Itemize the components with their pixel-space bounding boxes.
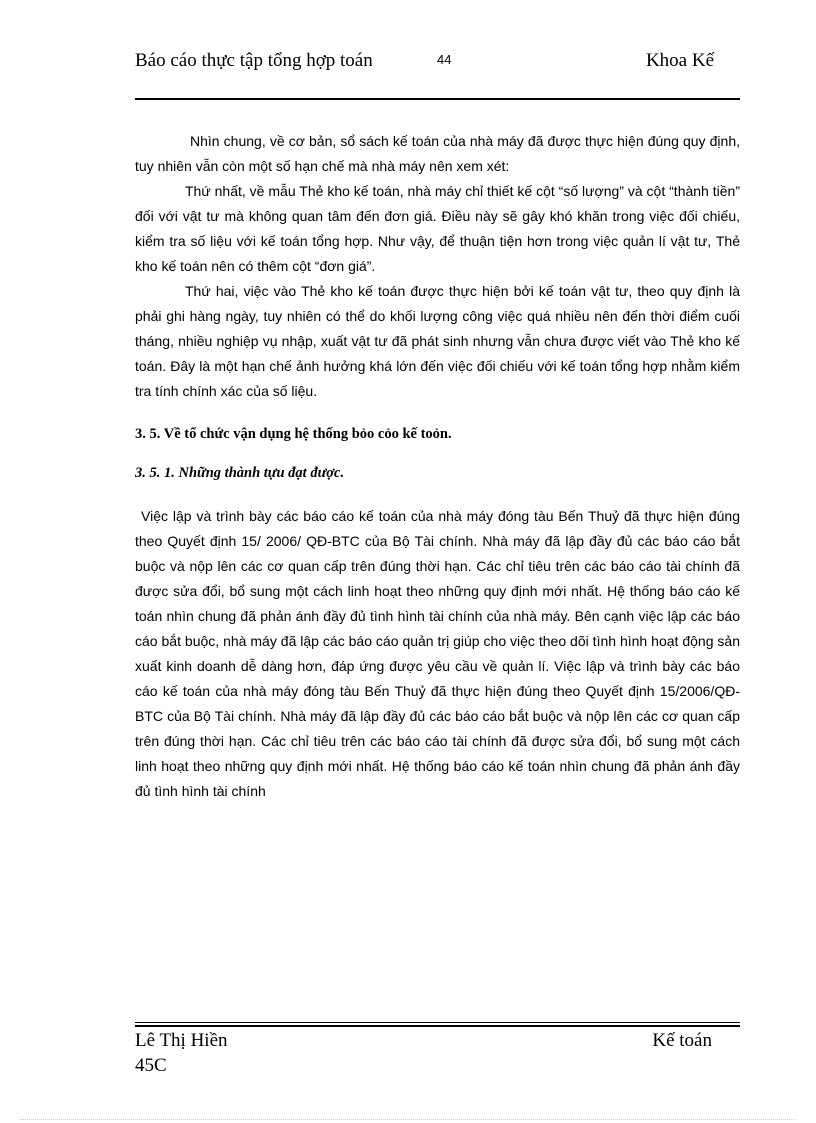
document-body [135, 129, 740, 804]
paragraph-first-issue: Thứ nhất, về mẫu Thẻ kho kế toán, nhà máy chỉ thiết kế cột “số lượng” và cột “thành tiền” đối với vật tư mà không quan tâm đến đơn giá. Điều này sẽ gây khó khăn trong việc đối chiếu, kiểm tra số liệu với kế toán tổng hợp. Như vậy, để thuận tiện hơn trong việc quản lí vật tư, Thẻ kho kế toán nên có thêm cột “đơn giá”. [135, 183, 740, 274]
paragraph-achievements: Việc lập và trình bày các báo cáo kế toán của nhà máy đóng tàu Bến Thuỷ đã thực hiện đúng theo Quyết định 15/ 2006/ QĐ-BTC của Bộ Tài chính. Nhà máy đã lập đầy đủ các báo cáo bắt buộc và nộp lên các cơ quan cấp trên đúng thời hạn. Các chỉ tiêu trên các báo cáo tài chính đã được sửa đổi, bổ sung một cách linh hoạt theo những quy định mới nhất. Hệ thống báo cáo kế toán nhìn chung đã phản ánh đầy đủ tình hình tài chính của nhà máy. Bên cạnh việc lập các báo cáo bắt buộc, nhà máy đã lập các báo cáo quản trị giúp cho việc theo dõi tình hình hoạt động sản xuất kinh doanh dễ dàng hơn, đáp ứng được yêu cầu về quản lí. Việc lập và trình bày các báo cáo kế toán của nhà máy đóng tàu Bến Thuỷ đã thực hiện đúng theo Quyết định 15/2006/QĐ-BTC của Bộ Tài chính. Nhà máy đã lập đầy đủ các báo cáo bắt buộc và nộp lên các cơ quan cấp trên đúng thời hạn. Các chỉ tiêu trên các báo cáo tài chính đã được sửa đổi, bổ sung một cách linh hoạt theo những quy định mới nhất. Hệ thống báo cáo kế toán nhìn chung đã phản ánh đầy đủ tình hình tài chính [135, 508, 740, 799]
paragraph-second-issue: Thứ hai, việc vào Thẻ kho kế toán được thực hiện bởi kế toán vật tư, theo quy định là phải ghi hàng ngày, tuy nhiên có thể do khối lượng công việc quá nhiều nên đến thời điểm cuối tháng, nhiều nghiệp vụ nhập, xuất vật tư đã phát sinh nhưng vẫn chưa được viết vào Thẻ kho kế toán. Đây là một hạn chế ảnh hưởng khá lớn đến việc đối chiếu với kế toán tổng hợp nhằm kiểm tra tính chính xác của số liệu. [135, 283, 740, 399]
footer-author: Lê Thị Hiền 45C [135, 1030, 228, 1076]
header-department: Khoa Kế [645, 50, 714, 71]
footer-rule-thin [135, 1022, 740, 1023]
footer-rule-thick [135, 1025, 740, 1027]
section-heading: 3. 5. Về tổ chức vận dụng hệ thống bỏo cỏo kế toỏn. [135, 426, 452, 442]
paragraph-overview: Nhìn chung, về cơ bản, sổ sách kế toán của nhà máy đã được thực hiện đúng quy định, tuy nhiên vẫn còn một số hạn chế mà nhà máy nên xem xét: [135, 133, 740, 174]
page-bottom-border [20, 1119, 796, 1120]
page-header [135, 48, 740, 100]
page-number: 44 [437, 52, 452, 67]
header-title: Báo cáo thực tập tổng hợp toán [135, 50, 373, 71]
subsection-heading: 3. 5. 1. Những thành tựu đạt được. [135, 465, 345, 481]
header-rule [135, 98, 740, 100]
footer-department: Kế toán [652, 1030, 712, 1051]
